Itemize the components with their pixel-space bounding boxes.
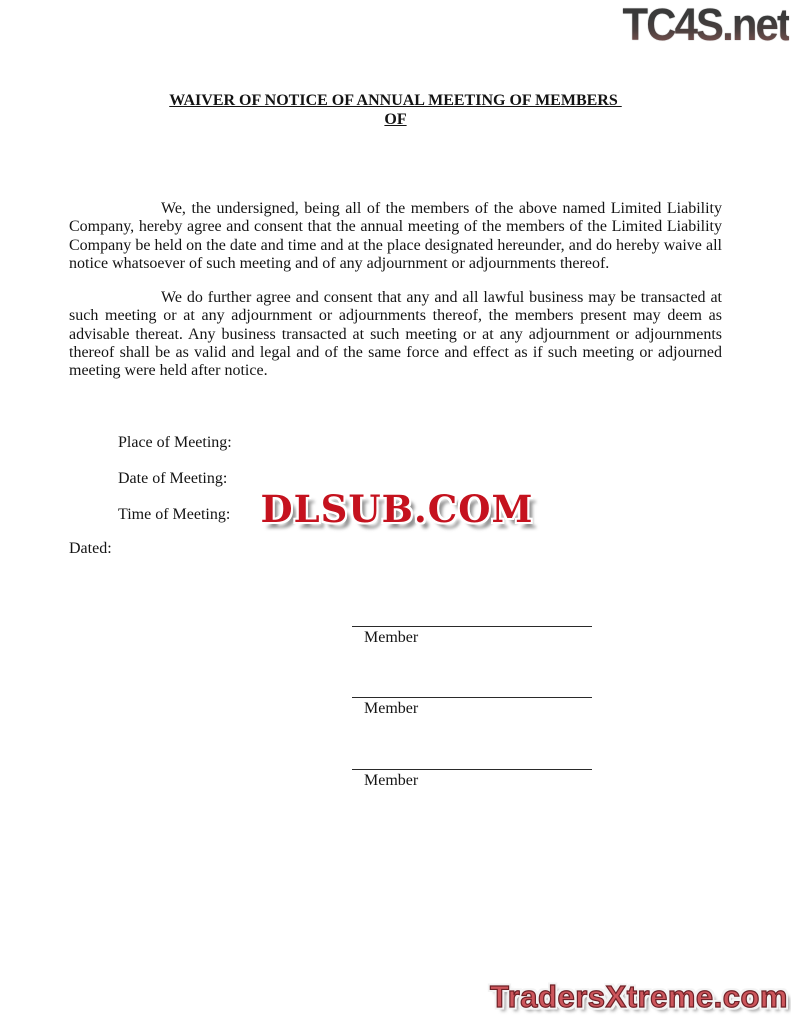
meeting-fields: [118, 433, 232, 541]
signature-member-label-1: Member: [364, 629, 419, 646]
field-time-of-meeting-label: Time of Meeting:: [118, 506, 231, 523]
field-date-of-meeting-label: Date of Meeting:: [118, 470, 228, 487]
dated-label: Dated:: [69, 540, 112, 557]
signature-member-label-2: Member: [364, 700, 419, 717]
signature-member-label-3: Member: [364, 772, 419, 789]
signature-line-1: [352, 626, 592, 647]
title-line-2: OF: [384, 111, 407, 128]
field-place-of-meeting-label: Place of Meeting:: [118, 434, 232, 451]
tc4s-watermark-logo: TC4S.net: [622, 0, 789, 50]
tradersxtreme-watermark-logo: TradersXtreme.com: [490, 979, 788, 1014]
signature-line-2: [352, 697, 592, 718]
title-line-1: WAIVER OF NOTICE OF ANNUAL MEETING OF MEMBERS: [169, 92, 622, 109]
paragraph-waiver-consent: We, the undersigned, being all of the members of the above named Limited Liability Company, hereby agree and consent that the annual meeting of the members of the Limited Liability Company be held on the date and time and at the place designated hereunder, and do hereby waive all notice whatsoever of such meeting and of any adjournment or adjournments thereof.: [69, 200, 722, 272]
dlsub-watermark-logo: DLSUB.COM: [260, 487, 534, 531]
paragraph-lawful-business: We do further agree and consent that any and all lawful business may be transacted at such meeting or at any adjournment or adjournments thereof, the members present may deem as advisable thereat. Any business transacted at such meeting or at any adjournment or adjournments thereof shall be as valid and legal and of the same force and effect as if such meeting or adjourned meeting were held after notice.: [69, 289, 722, 380]
signature-line-3: [352, 769, 592, 790]
document-title: [69, 91, 722, 129]
